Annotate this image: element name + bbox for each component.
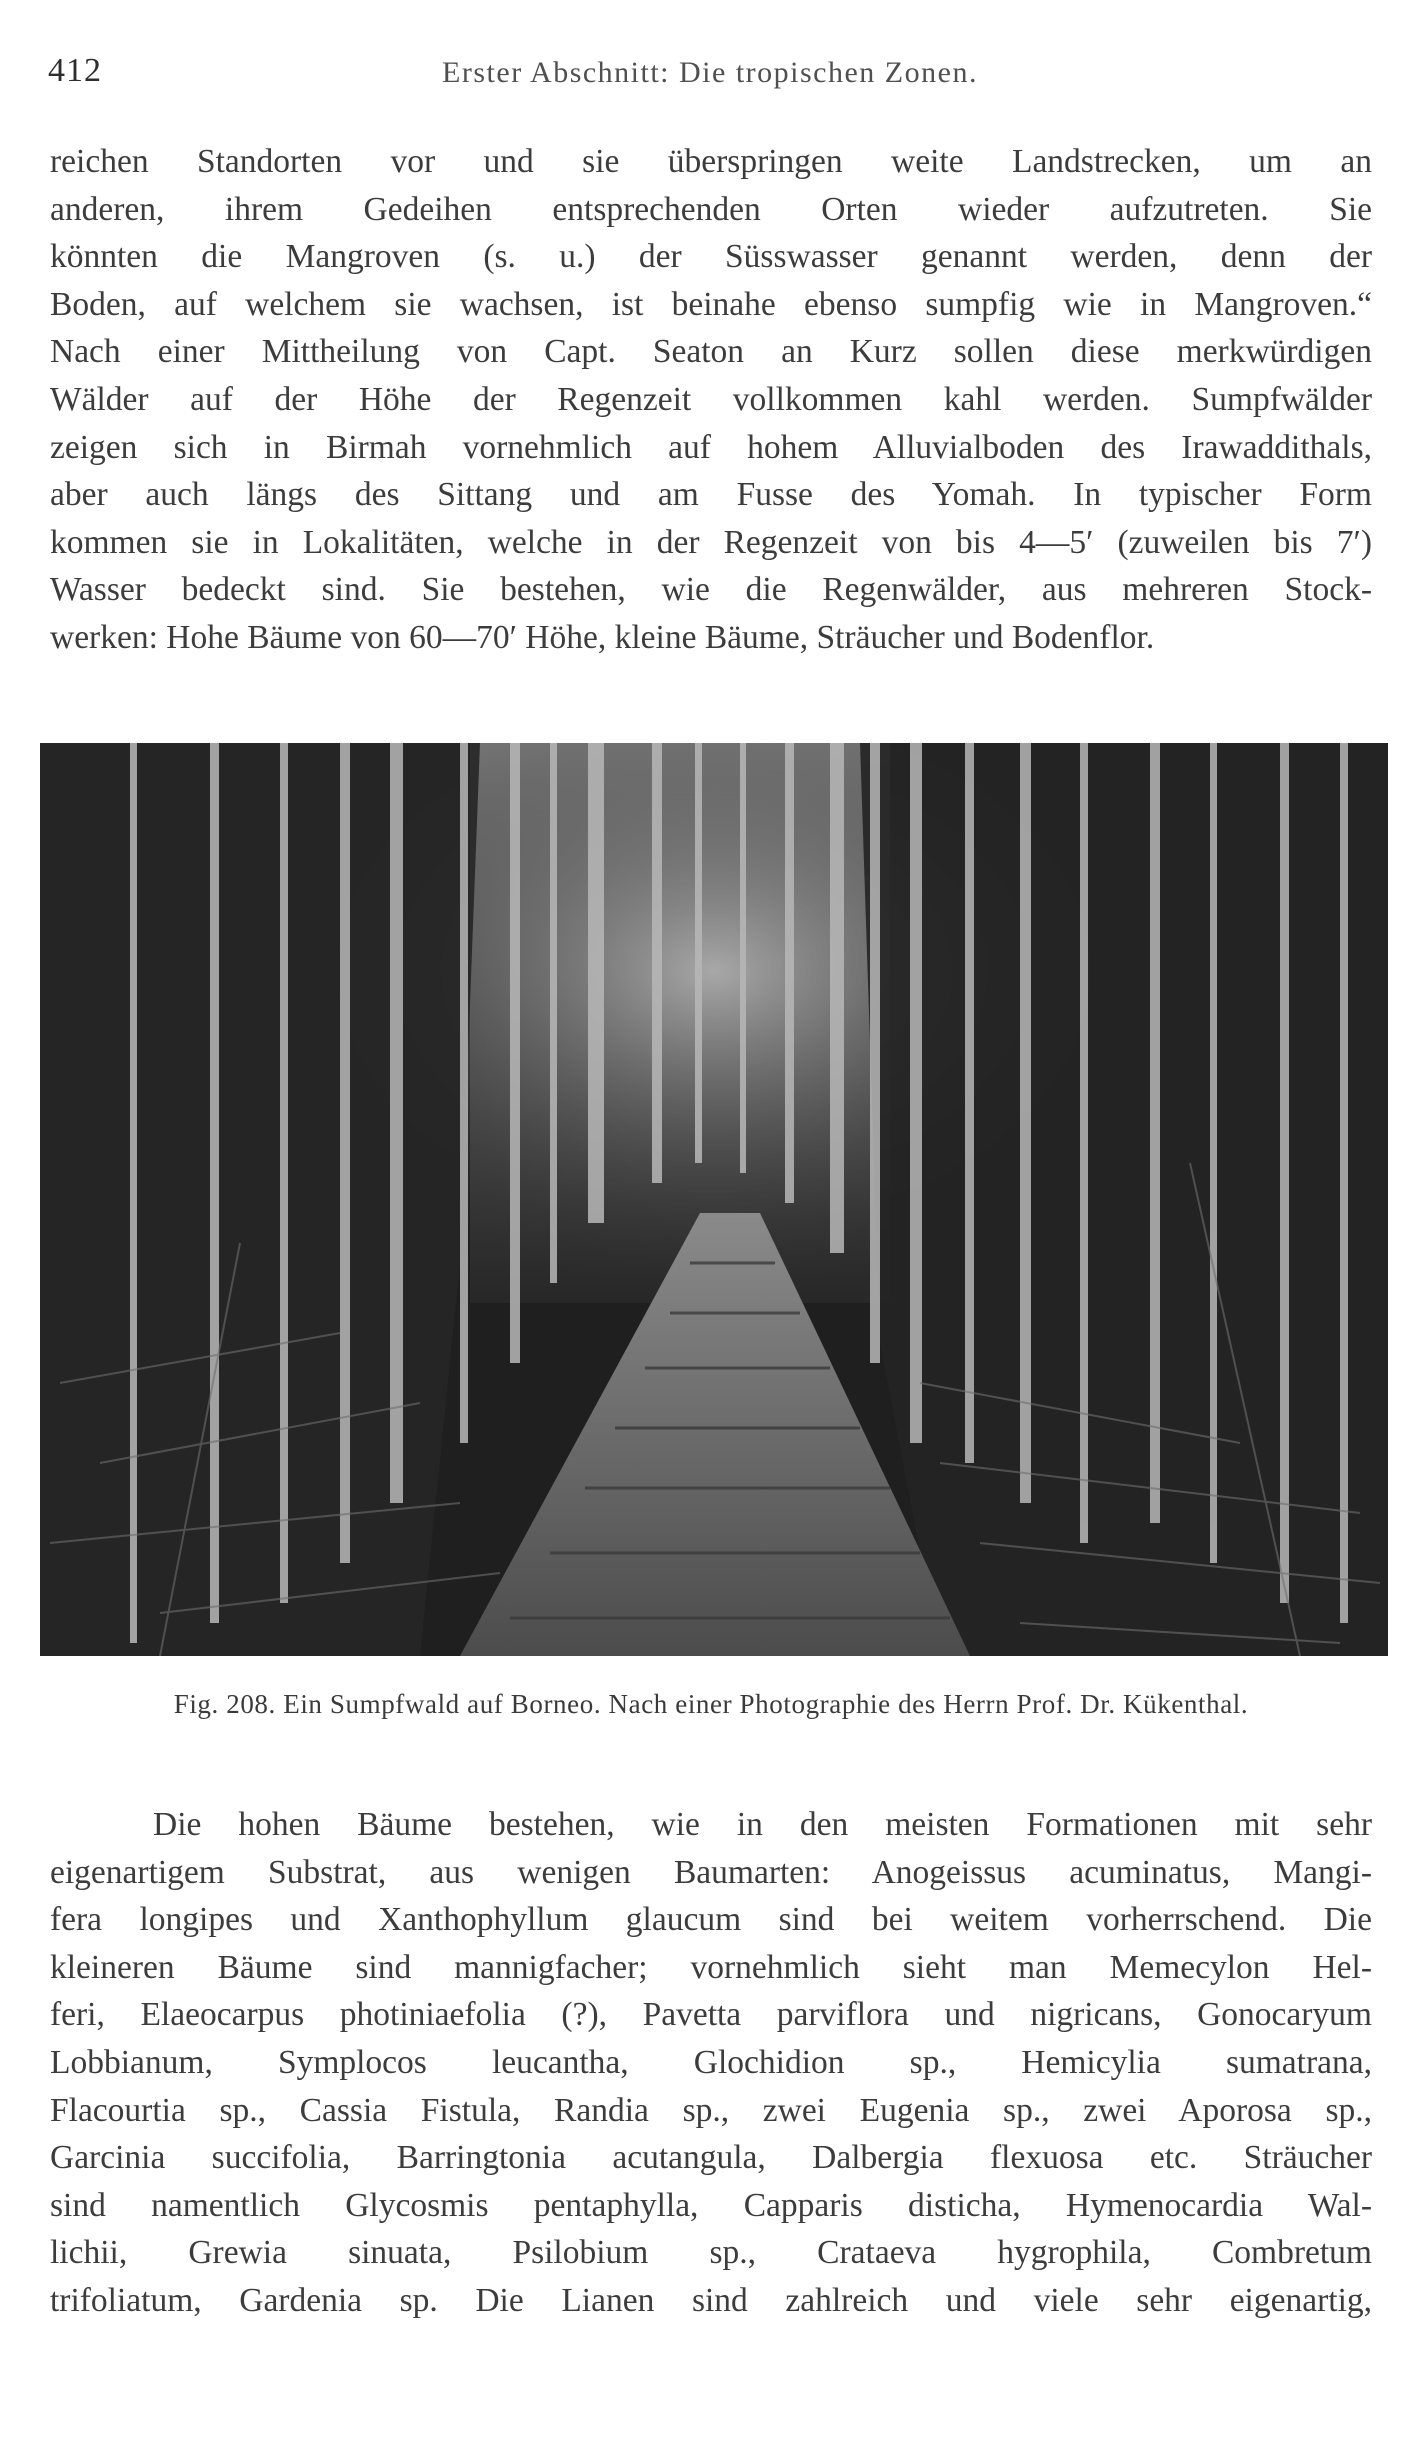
text-line: Wälder auf der Höhe der Regenzeit vollkommen kahl werden. Sumpfwälder [50,380,1372,418]
text-line: Flacourtia sp., Cassia Fistula, Randia sp., zwei Eugenia sp., zwei Aporosa sp., [50,2091,1372,2129]
text-line: aber auch längs des Sittang und am Fusse des Yomah. In typischer Form [50,476,1372,514]
paragraph-2 [50,1801,1372,2325]
text-line: feri, Elaeocarpus photiniaefolia (?), Pavetta parviflora und nigricans, Gonocaryum [50,1996,1372,2034]
text-line: Garcinia succifolia, Barringtonia acutangula, Dalbergia flexuosa etc. Sträucher [50,2139,1372,2177]
text-line: zeigen sich in Birmah vornehmlich auf hohem Alluvialboden des Irawaddithals, [50,428,1372,466]
text-line: Die hohen Bäume bestehen, wie in den meisten Formationen mit sehr [153,1806,1372,1843]
text-line: sind namentlich Glycosmis pentaphylla, Capparis disticha, Hymenocardia Wal- [50,2186,1372,2224]
figure-caption: Fig. 208. Ein Sumpfwald auf Borneo. Nach einer Photographie des Herrn Prof. Dr. Kükenthal. [173,1689,1249,1719]
photograph-illustration [40,743,1388,1656]
swamp-forest-photograph [40,743,1388,1656]
running-head [40,52,1380,96]
text-line: reichen Standorten vor und sie überspringen weite Landstrecken, um an [50,143,1372,180]
text-line: werken: Hohe Bäume von 60—70′ Höhe, kleine Bäume, Sträucher und Bodenflor. [50,618,1155,656]
text-line: eigenartigem Substrat, aus wenigen Baumarten: Anogeissus acuminatus, Mangi- [50,1853,1372,1891]
text-line: Wasser bedeckt sind. Sie bestehen, wie die Regenwälder, aus mehreren Stock- [50,571,1372,609]
text-line: kleineren Bäume sind mannigfacher; vornehmlich sieht man Memecylon Hel- [50,1948,1372,1986]
text-line: könnten die Mangroven (s. u.) der Süsswasser genannt werden, denn der [50,238,1372,276]
text-line: kommen sie in Lokalitäten, welche in der Regenzeit von bis 4—5′ (zuweilen bis 7′) [50,523,1372,561]
text-line: anderen, ihrem Gedeihen entsprechenden Orten wieder aufzutreten. Sie [50,190,1372,228]
page-number: 412 [48,52,102,89]
text-line: Lobbianum, Symplocos leucantha, Glochidion sp., Hemicylia sumatrana, [50,2043,1372,2081]
paragraph-1 [50,138,1372,662]
chapter-title: Erster Abschnitt: Die tropischen Zonen. [442,56,978,89]
text-line: Boden, auf welchem sie wachsen, ist beinahe ebenso sumpfig wie in Mangroven.“ [50,285,1372,323]
text-line: fera longipes und Xanthophyllum glaucum sind bei weitem vorherrschend. Die [50,1901,1372,1939]
text-line: trifoliatum, Gardenia sp. Die Lianen sind zahlreich und viele sehr eigenartig, [50,2281,1372,2319]
text-line: Nach einer Mittheilung von Capt. Seaton an Kurz sollen diese merkwürdigen [50,333,1372,371]
text-line: lichii, Grewia sinuata, Psilobium sp., Crataeva hygrophila, Combretum [50,2234,1372,2272]
